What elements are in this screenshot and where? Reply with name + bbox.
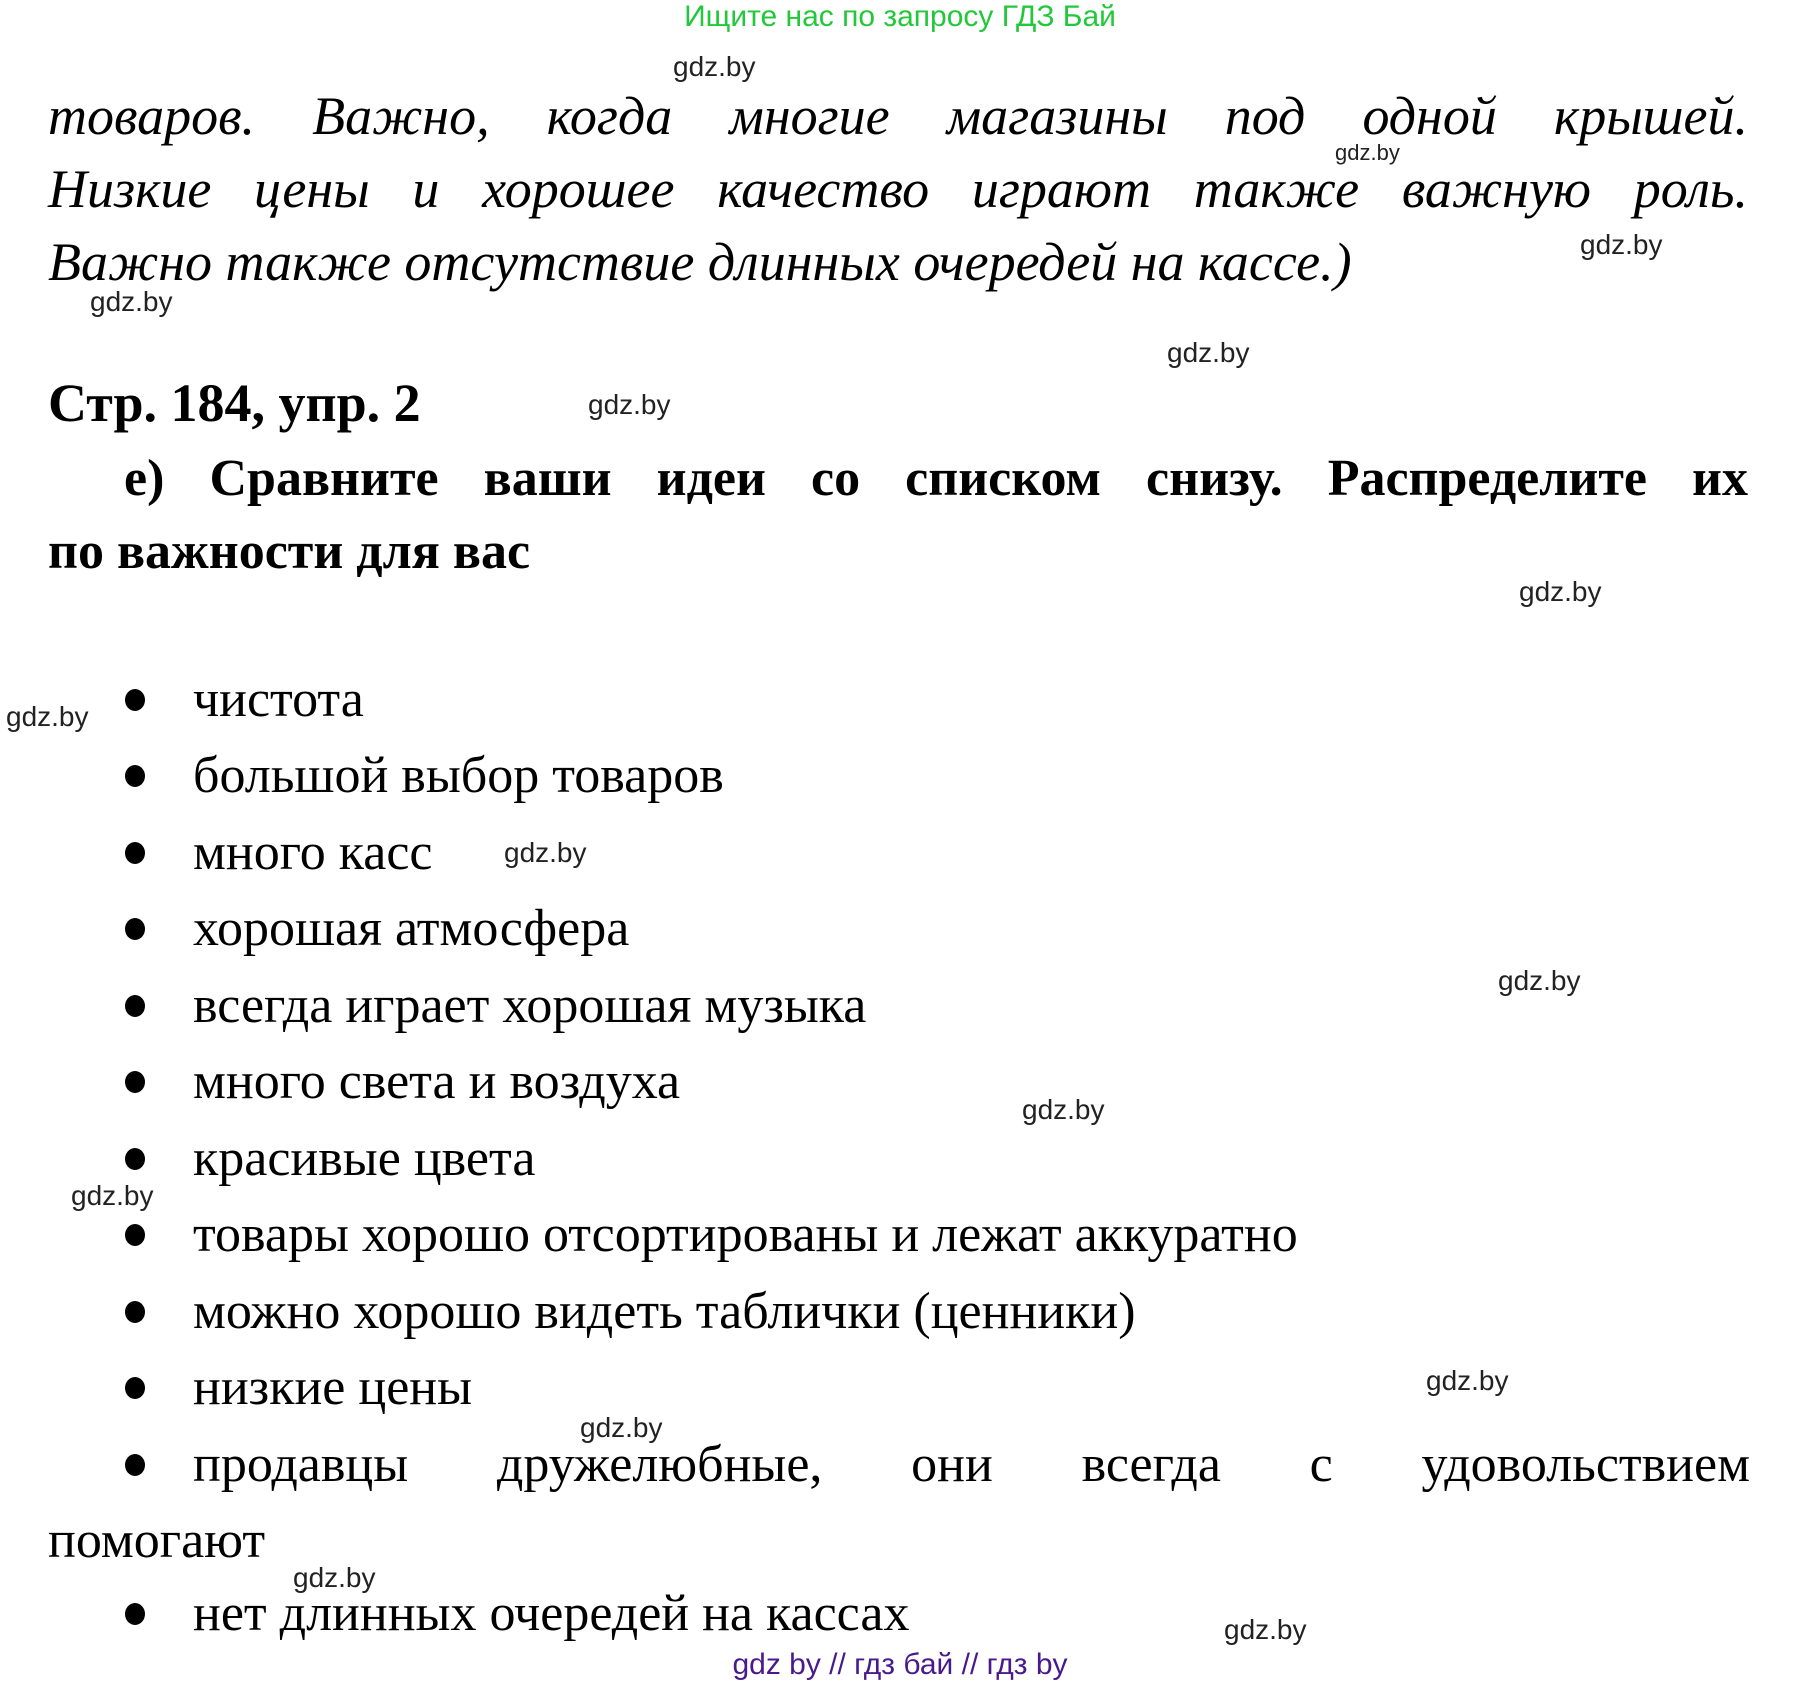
list-item: много света и воздуха [125, 1052, 680, 1112]
watermark: gdz.by [1580, 229, 1663, 260]
paragraph-line: товаров. Важно, когда многие магазины под одной крышей. [48, 86, 1748, 146]
paragraph-line: Важно также отсутствие длинных очередей на кассе.) [48, 232, 1352, 292]
task-line: по важности для вас [48, 523, 531, 580]
bullet-icon [125, 1603, 145, 1625]
watermark: gdz.by [588, 389, 671, 420]
list-item: нет длинных очередей на кассах [125, 1584, 909, 1644]
bullet-icon [125, 1224, 145, 1246]
list-item: низкие цены [125, 1358, 472, 1418]
bullet-icon [125, 1148, 145, 1170]
list-item: красивые цвета [125, 1129, 535, 1189]
watermark: gdz.by [293, 1562, 376, 1593]
list-item: товары хорошо отсортированы и лежат аккуратно [125, 1205, 1298, 1265]
search-banner[interactable]: Ищите нас по запросу ГДЗ Бай [684, 0, 1116, 33]
task-line: е) Сравните ваши идеи со списком снизу. Распределите их [124, 450, 1748, 507]
bullet-icon [125, 689, 145, 711]
task-instruction [48, 442, 1748, 588]
watermark: gdz.by [90, 286, 173, 317]
list-item: всегда играет хорошая музыка [125, 976, 866, 1036]
bullet-icon [125, 1454, 145, 1476]
watermark: gdz.by [504, 837, 587, 868]
watermark: gdz.by [1167, 337, 1250, 368]
watermark: gdz.by [1022, 1094, 1105, 1125]
bullet-icon [125, 1377, 145, 1399]
paragraph-line: Низкие цены и хорошее качество играют также важную роль. [48, 159, 1748, 219]
watermark: gdz.by [1498, 965, 1581, 996]
watermark: gdz.by [1519, 576, 1602, 607]
footer-links[interactable]: gdz by // гдз бай // гдз by [732, 1648, 1068, 1681]
bullet-icon [125, 995, 145, 1017]
bullet-icon [125, 1071, 145, 1093]
list-item: продавцы дружелюбные, они всегда с удовольствием помогают [48, 1436, 1750, 1569]
previous-answer-paragraph [48, 80, 1748, 299]
list-item: хорошая атмосфера [125, 899, 629, 959]
exercise-heading: Стр. 184, упр. 2 [48, 373, 421, 433]
bullet-icon [125, 842, 145, 864]
watermark: gdz.by [673, 51, 756, 82]
list-item: большой выбор товаров [125, 746, 724, 806]
list-item-continuation: помогают [48, 1512, 266, 1569]
bullet-icon [125, 918, 145, 940]
bullet-icon [125, 765, 145, 787]
watermark: gdz.by [1426, 1365, 1509, 1396]
list-item: много касс [125, 823, 432, 883]
bullet-icon [125, 1301, 145, 1323]
watermark: gdz.by [6, 701, 89, 732]
watermark: gdz.by [71, 1180, 154, 1211]
watermark: gdz.by [1335, 140, 1400, 165]
list-item: можно хорошо видеть таблички (ценники) [125, 1282, 1136, 1342]
watermark: gdz.by [580, 1412, 663, 1443]
list-item: чистота [125, 670, 364, 730]
watermark: gdz.by [1224, 1614, 1307, 1645]
